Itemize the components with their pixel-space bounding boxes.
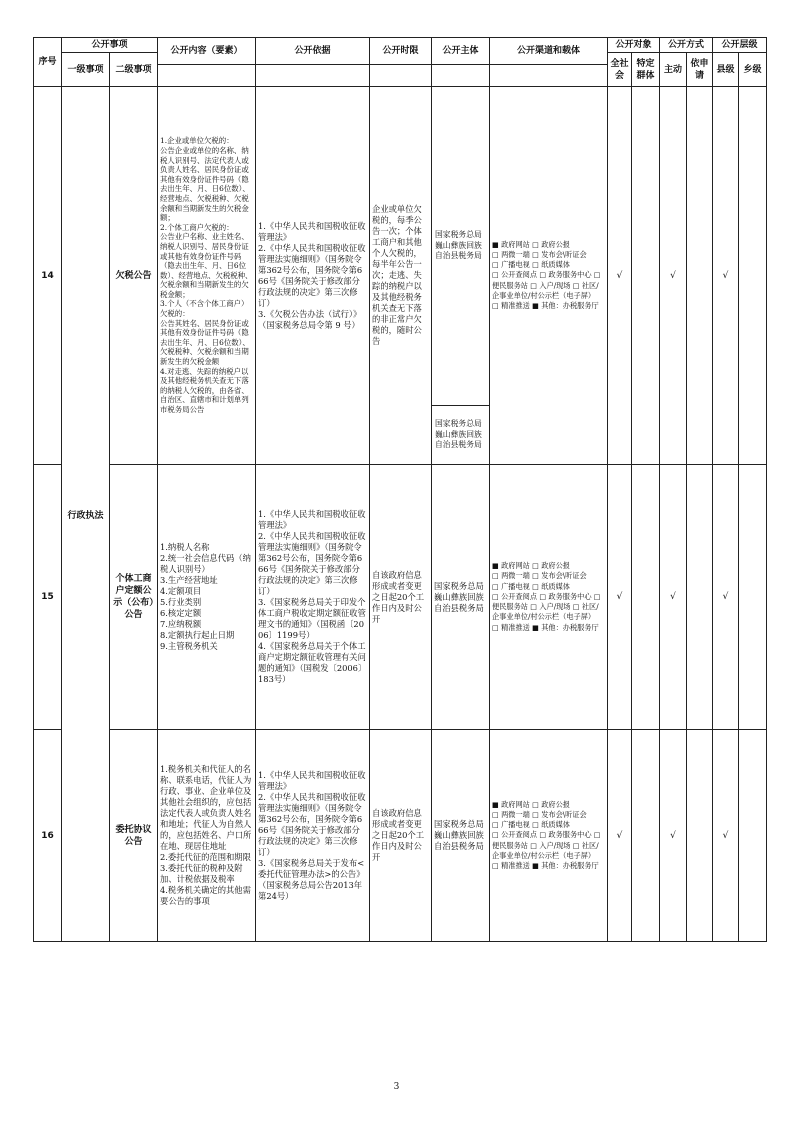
check-level-town [739, 730, 767, 942]
header-blank-basis [256, 65, 370, 87]
row-seq: 15 [34, 465, 62, 730]
header-level1: 一级事项 [62, 53, 110, 87]
row-name: 委托协议公告 [110, 730, 158, 942]
check-level-county: √ [713, 730, 739, 942]
header-content: 公开内容（要素） [158, 38, 256, 65]
header-level2: 二级事项 [110, 53, 158, 87]
check-method-active: √ [660, 730, 687, 942]
header-items-group: 公开事项 [62, 38, 158, 53]
check-target-all: √ [608, 465, 632, 730]
disclosure-table [33, 37, 767, 942]
row-subject: 国家税务总局巍山彝族回族自治县税务局 [432, 465, 490, 730]
row-content: 1.企业或单位欠税的： 公告企业或单位的名称、纳税人识别号、法定代表人或负责人姓名、居民身份证或其他有效身份证件号码（隐去出生年、月、日6位数）、经营地点、欠税税种、欠税余额和当期新发生的欠税金额； 2.个体工商户欠税的： 公告业户名称、业主姓名、纳税人识别号、居民身份证或其他有效身份证件号码（隐去出生年、月、日6位数）、经营地点、欠税税种、欠税余额和当期新发生的欠税金额； 3.个人（不含个体工商户）欠税的： 公告其姓名、居民身份证或其他有效身份证件号码（隐去出生年、月、日6位数）、欠税税种、欠税余额和当期新发生的欠税金额 4.对走逃、失踪的纳税户以及其他经税务机关查无下落的纳税人欠税的，由各省、自治区、直辖市和计划单列市税务局公告 [158, 87, 256, 465]
header-basis: 公开依据 [256, 38, 370, 65]
check-target-specific [632, 465, 660, 730]
check-level-county: √ [713, 465, 739, 730]
check-method-active: √ [660, 87, 687, 465]
row-basis: 1.《中华人民共和国税收征收管理法》 2.《中华人民共和国税收征收管理法实施细则》（国务院令第362号公布，国务院令第666号《国务院关于修改部分行政法规的决定》第三次修订） 3.《欠税公告办法（试行）》（国家税务总局令第 9 号） [256, 87, 370, 465]
row-subject-lower: 国家税务总局巍山彝族回族自治县税务局 [435, 419, 482, 450]
check-level-county: √ [713, 87, 739, 465]
table-row [34, 730, 767, 942]
check-target-specific [632, 730, 660, 942]
row-time-limit: 自该政府信息形成或者变更之日起20个工作日内及时公开 [370, 730, 432, 942]
header-method-request: 依申请 [687, 53, 713, 87]
row-channel: ■ 政府网站 □ 政府公报 □ 两微一端 □ 发布会\听证会 □ 广播电视 □ 纸质媒体 □ 公开查阅点 □ 政务服务中心 □ 便民服务站 □ 入户/现场 □ 社区/企事业单位/村公示栏（电子屏） □ 精准推送 ■ 其他：办税服务厅 [490, 87, 608, 465]
check-method-request [687, 730, 713, 942]
header-method-active: 主动 [660, 53, 687, 87]
header-level-town: 乡级 [739, 53, 767, 87]
row-seq: 14 [34, 87, 62, 465]
row-name: 个体工商户定额公示（公布）公告 [110, 465, 158, 730]
row-subject: 国家税务总局巍山彝族回族自治县税务局 [432, 730, 490, 942]
table-row [34, 87, 767, 465]
header-time-limit: 公开时限 [370, 38, 432, 65]
row-basis: 1.《中华人民共和国税收征收管理法》 2.《中华人民共和国税收征收管理法实施细则》（国务院令第362号公布，国务院令第666号《国务院关于修改部分行政法规的决定》第三次修订） 3.《国家税务总局关于印发个体工商户税收定期定额征收管理文书的通知》（国税函〔2006〕1199号） 4.《国家税务总局关于个体工商户定期定额征收管理有关问题的通知》（国税发〔2006〕183号） [256, 465, 370, 730]
header-level: 公开层级 [713, 38, 767, 53]
row-time-limit: 自该政府信息形成或者变更之日起20个工作日内及时公开 [370, 465, 432, 730]
row-content: 1.税务机关和代征人的名称、联系电话，代征人为行政、事业、企业单位及其他社会组织的，应包括法定代表人或负责人姓名和地址；代征人为自然人的，应包括姓名、户口所在地、现居住地址 2.委托代征的范围和期限 3.委托代征的税种及附加、计税依据及税率 4.税务机关确定的其他需要公告的事项 [158, 730, 256, 942]
row-subject [432, 87, 490, 465]
check-method-request [687, 87, 713, 465]
row-subject-upper: 国家税务总局巍山彝族回族自治县税务局 [432, 87, 489, 406]
header-seq: 序号 [34, 38, 62, 87]
check-method-request [687, 465, 713, 730]
check-target-specific [632, 87, 660, 465]
header-blank-time [370, 65, 432, 87]
check-level-town [739, 87, 767, 465]
row-basis: 1.《中华人民共和国税收征收管理法》 2.《中华人民共和国税收征收管理法实施细则》（国务院令第362号公布，国务院令第666号《国务院关于修改部分行政法规的决定》第三次修订） 3.《国家税务总局关于发布<委托代征管理办法>的公告》（国家税务总局公告2013年第24号） [256, 730, 370, 942]
header-blank-content [158, 65, 256, 87]
check-level-town [739, 465, 767, 730]
row-content: 1.纳税人名称 2.统一社会信息代码（纳税人识别号） 3.生产经营地址 4.定额项目 5.行业类别 6.核定定额 7.应纳税额 8.定额执行起止日期 9.主管税务机关 [158, 465, 256, 730]
header-blank-channel [490, 65, 608, 87]
table-row [34, 465, 767, 730]
header-level-county: 县级 [713, 53, 739, 87]
header-subject: 公开主体 [432, 38, 490, 65]
header-channel: 公开渠道和载体 [490, 38, 608, 65]
header-method: 公开方式 [660, 38, 713, 53]
row-name: 欠税公告 [110, 87, 158, 465]
check-method-active: √ [660, 465, 687, 730]
row-time-limit: 企业或单位欠税的，每季公告一次；个体工商户和其他个人欠税的，每半年公告一次；走逃、失踪的纳税户以及其他经税务机关查无下落的非正常户欠税的，随时公告 [370, 87, 432, 465]
header-target: 公开对象 [608, 38, 660, 53]
row-channel: ■ 政府网站 □ 政府公报 □ 两微一端 □ 发布会\听证会 □ 广播电视 □ 纸质媒体 □ 公开查阅点 □ 政务服务中心 □ 便民服务站 □ 入户/现场 □ 社区/企事业单位/村公示栏（电子屏） □ 精准推送 ■ 其他：办税服务厅 [490, 730, 608, 942]
level1-item: 行政执法 [62, 87, 110, 942]
header-blank-subject [432, 65, 490, 87]
row-seq: 16 [34, 730, 62, 942]
check-target-all: √ [608, 87, 632, 465]
header-target-all: 全社会 [608, 53, 632, 87]
page-number: 3 [393, 1082, 400, 1092]
row-channel: ■ 政府网站 □ 政府公报 □ 两微一端 □ 发布会\听证会 □ 广播电视 □ 纸质媒体 □ 公开查阅点 □ 政务服务中心 □ 便民服务站 □ 入户/现场 □ 社区/企事业单位/村公示栏（电子屏） □ 精准推送 ■ 其他：办税服务厅 [490, 465, 608, 730]
check-target-all: √ [608, 730, 632, 942]
header-target-specific: 特定群体 [632, 53, 660, 87]
